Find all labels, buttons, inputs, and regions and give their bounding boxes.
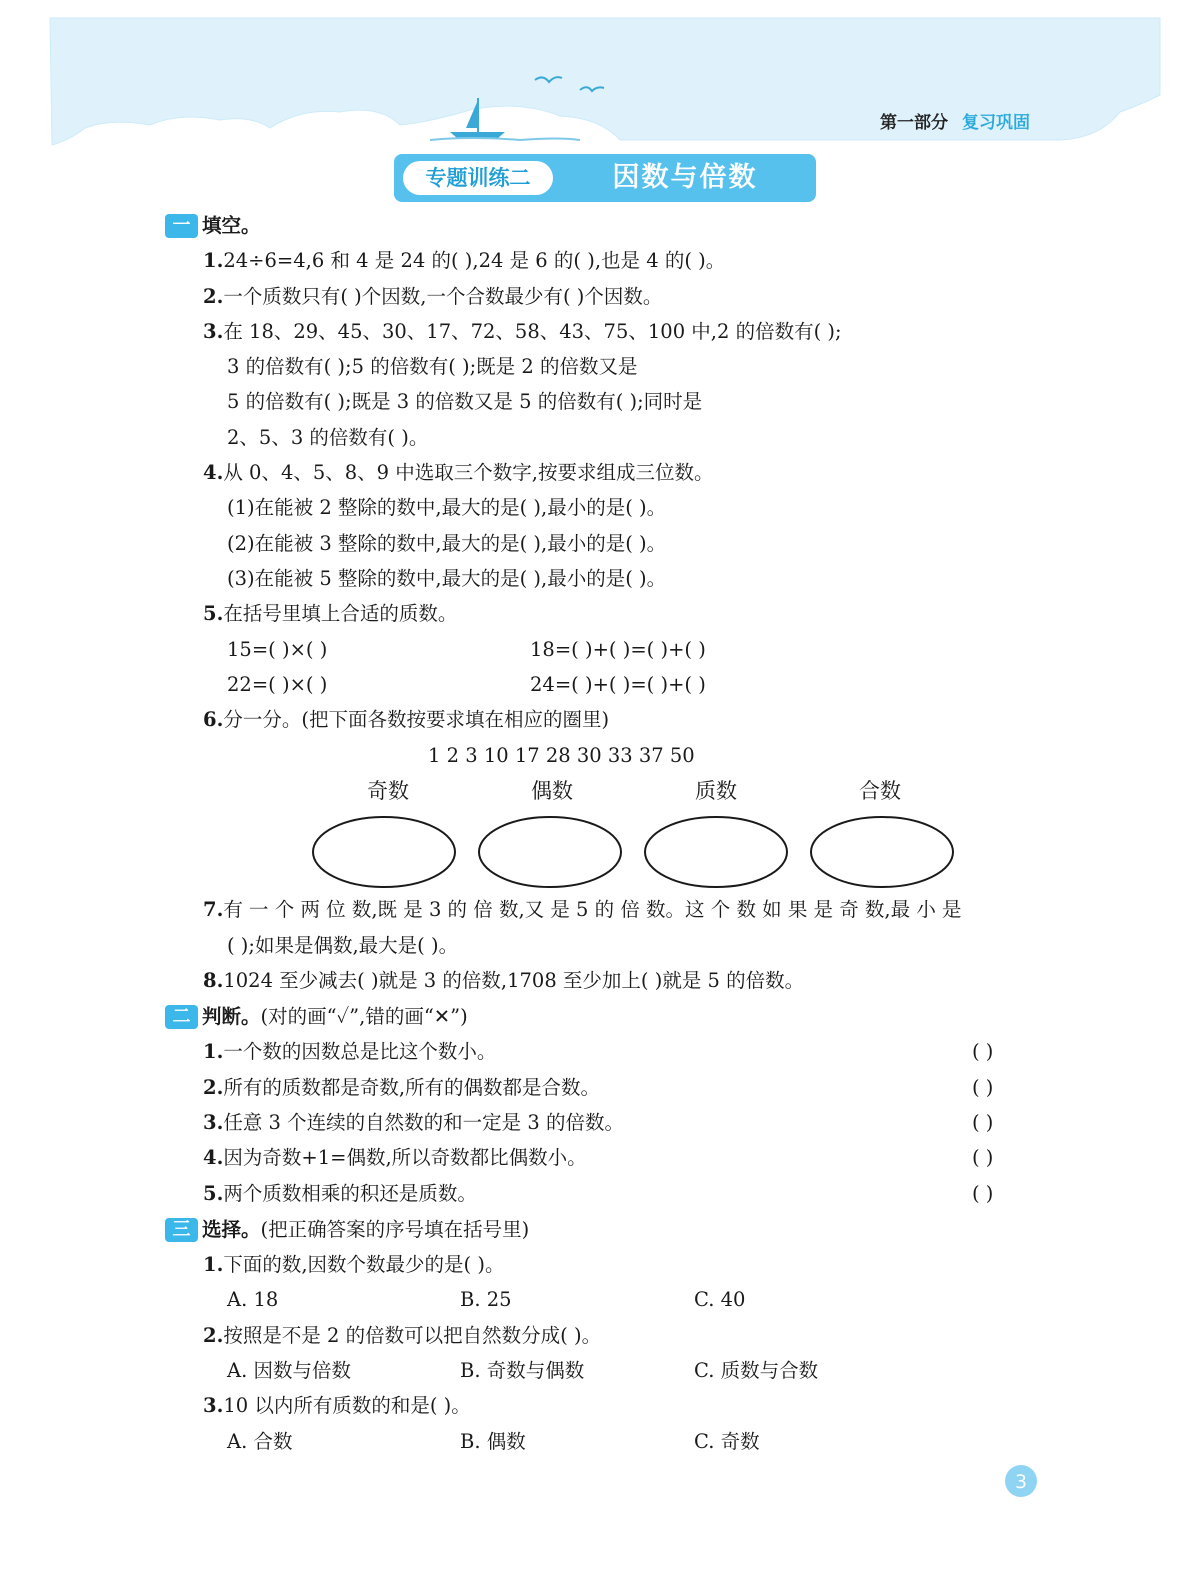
question-4-part-2: (2)在能被 3 整除的数中,最大的是( ),最小的是( )。 [227,532,667,555]
topic-label: 专题训练二 [403,161,553,195]
choice-question-2: 2.按照是不是 2 的倍数可以把自然数分成( )。 [203,1324,602,1347]
question-5: 5.在括号里填上合适的质数。 [203,602,458,625]
choice-question-1: 1.下面的数,因数个数最少的是( )。 [203,1253,505,1276]
question-3-line-3: 5 的倍数有( );既是 3 的倍数又是 5 的倍数有( );同时是 [227,390,703,413]
choice-option-a: A. 合数 [227,1430,293,1453]
judge-answer-bracket: ( ) [972,1146,994,1169]
judge-answer-bracket: ( ) [972,1040,994,1063]
category-odd: 奇数 [367,779,409,803]
choice-option-a: A. 因数与倍数 [227,1359,351,1382]
judge-item-3: 3.任意 3 个连续的自然数的和一定是 3 的倍数。 [203,1111,624,1134]
choice-option-b: B. 25 [460,1288,512,1311]
question-5-eq-4: 24=( )+( )=( )+( ) [530,673,706,696]
question-6: 6.分一分。(把下面各数按要求填在相应的圈里) [203,708,610,731]
question-1: 1.24÷6=4,6 和 4 是 24 的( ),24 是 6 的( ),也是 4 的( )。 [203,249,726,272]
question-7-line-1: 7.有 一 个 两 位 数,既 是 3 的 倍 数,又 是 5 的 倍 数。这 个 数 如 果 是 奇 数,最 小 是 [203,898,962,921]
choice-option-a: A. 18 [227,1288,279,1311]
section-title: 选择。 [202,1218,261,1241]
judge-item-2: 2.所有的质数都是奇数,所有的偶数都是合数。 [203,1076,601,1099]
question-5-eq-3: 22=( )×( ) [227,673,328,696]
question-2: 2.一个质数只有( )个因数,一个合数最少有( )个因数。 [203,285,663,308]
section-heading-judge [165,1005,468,1029]
choice-option-c: C. 40 [694,1288,746,1311]
question-4-part-3: (3)在能被 5 整除的数中,最大的是( ),最小的是( )。 [227,567,667,590]
section-badge: 二 [165,1005,198,1029]
choice-option-b: B. 偶数 [460,1430,526,1453]
choice-question-3: 3.10 以内所有质数的和是( )。 [203,1394,471,1417]
question-3-line-1: 3.在 18、29、45、30、17、72、58、43、75、100 中,2 的倍数有( ); [203,320,842,343]
judge-answer-bracket: ( ) [972,1111,994,1134]
question-4-part-1: (1)在能被 2 整除的数中,最大的是( ),最小的是( )。 [227,496,667,519]
category-prime: 质数 [695,779,737,803]
header-section-label [880,108,1030,133]
section-heading-fill [165,214,261,238]
even-circle [479,817,621,887]
category-composite: 合数 [859,779,901,803]
odd-circle [313,817,455,887]
question-5-eq-1: 15=( )×( ) [227,638,328,661]
section-badge: 三 [165,1218,198,1242]
question-3-line-2: 3 的倍数有( );5 的倍数有( );既是 2 的倍数又是 [227,355,638,378]
section-note: (对的画“✓”,错的画“✕”) [260,1005,468,1028]
section-note: (把正确答案的序号填在括号里) [260,1218,530,1241]
choice-option-b: B. 奇数与偶数 [460,1359,585,1382]
judge-item-5: 5.两个质数相乘的积还是质数。 [203,1182,477,1205]
choice-option-c: C. 质数与合数 [694,1359,819,1382]
sorting-circles [300,810,970,895]
question-6-numbers: 1 2 3 10 17 28 30 33 37 50 [428,744,695,767]
category-even: 偶数 [531,779,573,803]
section-title: 判断。 [202,1005,261,1028]
question-4: 4.从 0、4、5、8、9 中选取三个数字,按要求组成三位数。 [203,461,714,484]
judge-item-4: 4.因为奇数+1=偶数,所以奇数都比偶数小。 [203,1146,587,1169]
choice-option-c: C. 奇数 [694,1430,760,1453]
judge-item-1: 1.一个数的因数总是比这个数小。 [203,1040,497,1063]
judge-answer-bracket: ( ) [972,1076,994,1099]
topic-title-box [394,154,816,202]
question-8: 8.1024 至少减去( )就是 3 的倍数,1708 至少加上( )就是 5 的倍数。 [203,969,805,992]
judge-answer-bracket: ( ) [972,1182,994,1205]
header-banner [0,0,1198,160]
question-7-line-2: ( );如果是偶数,最大是( )。 [227,934,459,957]
composite-circle [811,817,953,887]
section-badge: 一 [165,214,198,238]
prime-circle [645,817,787,887]
header-part-label: 第一部分 [880,113,948,133]
section-title: 填空。 [202,214,261,237]
topic-title: 因数与倍数 [612,162,758,193]
page-number-badge [1004,1464,1038,1498]
question-5-eq-2: 18=( )+( )=( )+( ) [530,638,706,661]
section-heading-choice [165,1218,529,1242]
page-number: 3 [1014,1471,1028,1493]
header-section-name: 复习巩固 [962,113,1030,133]
question-3-line-4: 2、5、3 的倍数有( )。 [227,426,429,449]
